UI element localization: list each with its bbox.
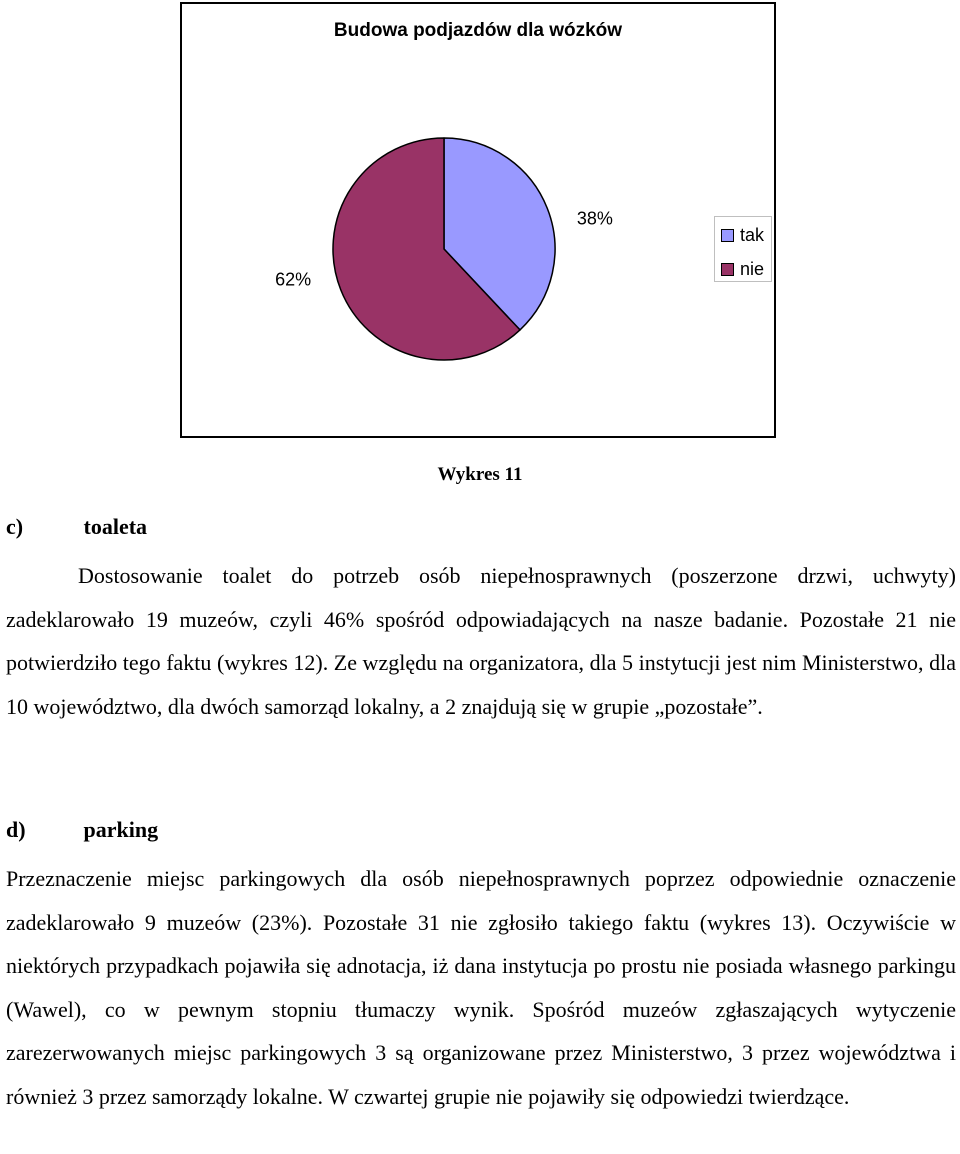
chart-legend: [714, 216, 772, 282]
pie-label-tak: 38%: [576, 208, 613, 229]
legend-item-tak: [721, 225, 764, 245]
legend-swatch-tak: [721, 229, 734, 242]
section-d-heading: [6, 817, 158, 843]
section-d-paragraph: Przeznaczenie miejsc parkingowych dla osób niepełnosprawnych poprzez odpowiednie oznaczenie zadeklarowało 9 muzeów (23%). Pozostałe 31 nie zgłosiło takiego faktu (wykres 13). Oczywiście w niektórych przypadkach pojawiła się adnotacja, iż dana instytucja po prostu nie posiada własnego parkingu (Wawel), co w pewnym stopniu tłumaczy wynik. Spośród muzeów zgłaszających wytyczenie zarezerwowanych miejsc parkingowych 3 są organizowane przez Ministerstwo, 3 przez województwa i również 3 przez samorządy lokalne. W czwartej grupie nie pojawiły się odpowiedzi twierdzące.: [6, 866, 956, 1109]
section-c-heading: [6, 514, 147, 540]
chart-title: Budowa podjazdów dla wózków: [333, 20, 623, 41]
legend-item-nie: [721, 259, 764, 279]
section-c-paragraph: Dostosowanie toalet do potrzeb osób niepełnosprawnych (poszerzone drzwi, uchwyty) zadeklarowało 19 muzeów, czyli 46% spośród odpowiadających na nasze badanie. Pozostałe 21 nie potwierdziło tego faktu (wykres 12). Ze względu na organizatora, dla 5 instytucji jest nim Ministerstwo, dla 10 województwo, dla dwóch samorząd lokalny, a 2 znajdują się w grupie „pozostałe”.: [6, 563, 956, 719]
section-c-letter: c): [6, 514, 24, 539]
legend-label-tak: tak: [740, 224, 765, 245]
legend-label-nie: nie: [740, 258, 765, 279]
section-c-title: toaleta: [83, 514, 148, 539]
legend-swatch-nie: [721, 263, 734, 276]
chart-caption: Wykres 11: [437, 464, 523, 485]
pie-chart: [182, 4, 774, 436]
section-d-letter: d): [6, 817, 26, 842]
chart-frame: [180, 2, 776, 438]
section-d-title: parking: [83, 817, 159, 842]
pie-label-nie: 62%: [275, 269, 312, 290]
